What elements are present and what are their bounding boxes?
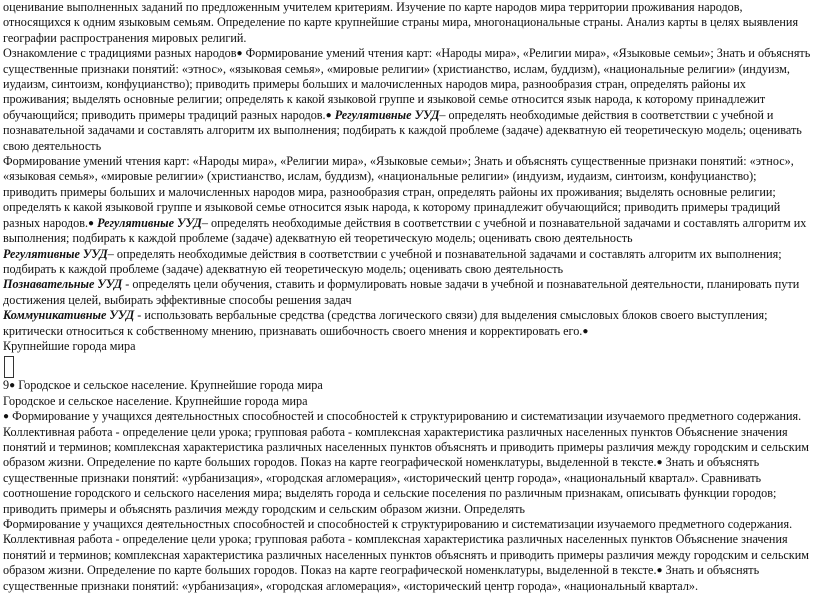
label-communicative: Коммуникативные УУД [3, 308, 135, 323]
text-traditions: Ознакомление с традициями разных народов [3, 46, 237, 61]
label-regulative-3: Регулятивные УУД [3, 246, 108, 261]
text-cities-title: Крупнейшие города мира [3, 338, 136, 353]
bullet-icon: ● [582, 325, 589, 337]
empty-box [4, 356, 14, 378]
label-regulative-2: Регулятивные УУД [97, 215, 202, 230]
text-urban-1a: Формирование у учащихся деятельностных способностей и способностей к структурированию и систематизации изучаемого предметного содержания. Коллективная работа - определение цели урока; групповая работа - комплексная характеристика различных населенных пунктов Объяснение значения понятий и терминов; комплексная характеристика различных населенных пунктов объяснять и приводить примеры различия между городским и сельским образом жизни. Определение по карте больших городов. Показ на карте географической номенклатуры, выделенной в тексте. [3, 409, 809, 470]
text-regulative-2: – определять необходимые действия в соответствии с учебной и познавательной задачами и составлять алгоритм их выполнения; подбирать к каждой проблеме (задаче) адекватную ей теоретическую модель; оценивать свою деятельность [3, 215, 807, 246]
text-urban-2b: Знать и объяснять существенные признаки понятий: «урбанизация», «городская агломерация», «исторический центр города», «национальный квартал». [3, 563, 760, 593]
text-urban-1b: Знать и объяснять существенные признаки понятий: «урбанизация», «городская агломерация», «исторический центр города», «национальный квартал». Сравнивать соотношение городского и сельского населения мира; выделять города и сельские поселения по различным признакам, описывать функции городов; приводить примеры и объяснять различия между городским и сельским образом жизни. Определять [3, 455, 777, 516]
paragraph-regulative-3 [3, 247, 813, 278]
text-cognitive: - определять цели обучения, ставить и формулировать новые задачи в учебной и познавательной деятельности, планировать пути достижения целей, выбирать эффективные способы решения задач [3, 277, 800, 307]
text-regulative: – определять необходимые действия в соответствии с учебной и познавательной задачами и составлять алгоритм их выполнения; подбирать к каждой проблеме (задаче) адекватную ей теоретическую модель; оценивать свою деятельность [3, 107, 802, 153]
bullet-icon: ● [656, 565, 663, 577]
bullet-icon: ● [236, 48, 243, 60]
text-urban-2a: Формирование у учащихся деятельностных способностей и способностей к структурированию и систематизации изучаемого предметного содержания. Коллективная работа - определение цели урока; групповая работа - комплексная характеристика различных населенных пунктов Объяснение значения понятий и терминов; комплексная характеристика различных населенных пунктов объяснять и приводить примеры различия между городским и сельским образом жизни. Определение по карте больших городов. Показ на карте географической номенклатуры, выделенной в тексте. [3, 517, 809, 578]
bullet-icon: ● [656, 457, 663, 469]
paragraph-urban-1 [3, 409, 813, 517]
bullet-icon: ● [88, 217, 95, 229]
paragraph-cognitive [3, 277, 813, 308]
label-cognitive: Познавательные УУД [3, 277, 123, 292]
lesson-number: 9 [3, 378, 10, 393]
text-communicative: - использовать вербальные средства (средства логического связи) для выделения смысловых блоков своего выступления; критически относиться к собственному мнению, признавать ошибочность своего мнения и корректировать его. [3, 308, 768, 338]
label-regulative: Регулятивные УУД [334, 107, 440, 122]
paragraph-traditions [3, 46, 813, 154]
paragraph-intro [3, 0, 813, 46]
bullet-icon: ● [3, 411, 10, 423]
paragraph-map-skills [3, 154, 813, 246]
lesson-subtitle: Городское и сельское население. Крупнейшие города мира [3, 393, 308, 408]
lesson-title: Городское и сельское население. Крупнейшие города мира [15, 378, 323, 393]
text-map-skills: Формирование умений чтения карт: «Народы мира», «Религии мира», «Языковые семьи»; Знать и объяснять существенные признаки понятий: «этнос», «языковая семья», «мировые религии» (христианство, ислам, буддизм), «национальные религии» (индуизм, иудаизм, синтоизм, конфуцианство); приводить примеры больших и малочисленных народов мира, разнообразия стран, определять районы их проживания; выделять основные религии; определять к какой языковой группе и языковой семье относится язык народа, к которому принадлежит обучающийся; приводить примеры традиций разных народов. [3, 46, 811, 122]
paragraph-lesson-9 [3, 378, 813, 393]
paragraph-urban-2 [3, 517, 813, 594]
bullet-icon: ● [9, 380, 16, 392]
paragraph-lesson-9-subtitle [3, 394, 813, 409]
text-intro: оценивание выполненных заданий по предложенным учителем критериям. Изучение по карте народов мира территории проживания народов, относящихся к одним языковым семьям. Определение по карте крупнейшие страны мира, многонациональные страны. Анализ карты в целях выявления географии распространения мировых религий. [3, 0, 799, 45]
paragraph-communicative [3, 308, 813, 339]
bullet-icon: ● [325, 109, 332, 121]
text-regulative-3: – определять необходимые действия в соответствии с учебной и познавательной задачами и составлять алгоритм их выполнения; подбирать к каждой проблеме (задаче) адекватную ей теоретическую модель; оценивать свою деятельность [3, 246, 782, 276]
paragraph-cities-title [3, 339, 813, 354]
text-map-skills-2: Формирование умений чтения карт: «Народы мира», «Религии мира», «Языковые семьи»; Знать и объяснять существенные признаки понятий: «этнос», «языковая семья», «мировые религии» (христианство, ислам, буддизм), «национальные религии» (индуизм, иудаизм, синтоизм, конфуцианство); приводить примеры больших и малочисленных народов мира, разнообразия стран, определять районы их проживания; выделять основные религии; определять к какой языковой группе и языковой семье относится язык народа, к которому принадлежит обучающийся; приводить примеры традиций разных народов. [3, 154, 794, 230]
